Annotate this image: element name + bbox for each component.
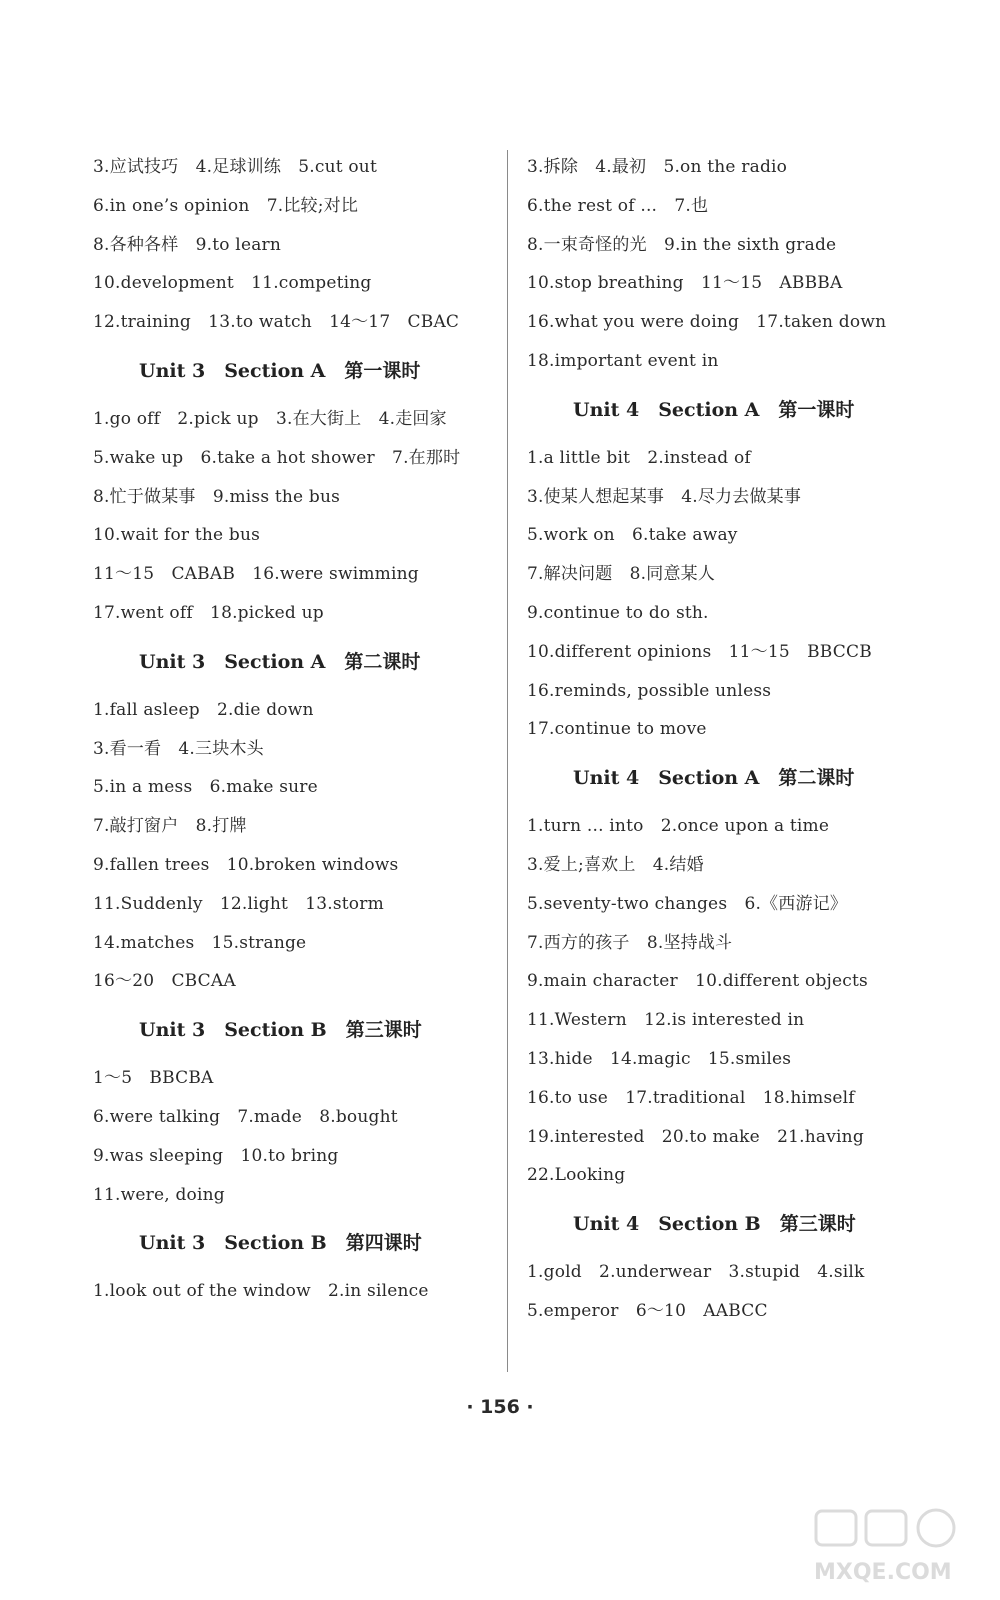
answer-line: 6.in one’s opinion 7.比较;对比 [93,195,359,216]
answer-line: 10.different opinions 11～15 BBCCB [527,641,872,662]
answer-line: 3.拆除 4.最初 5.on the radio [527,157,788,177]
answer-line: 3.看一看 4.三块木头 [93,738,264,759]
answer-line: 6.were talking 7.made 8.bought [93,1106,398,1127]
section-heading: Unit 3 Section A 第一课时 [139,359,421,382]
answer-line: 10.wait for the bus [93,525,261,546]
answer-line: 5.seventy-two changes 6.《西游记》 [527,893,848,914]
answer-line: 5.work on 6.take away [527,525,738,546]
answer-line: 1.look out of the window 2.in silence [93,1281,429,1302]
answer-line: 19.interested 20.to make 21.having [527,1126,864,1147]
answer-line: 3.应试技巧 4.足球训练 5.cut out [93,157,377,177]
watermark-text: MXQE.COM [814,1560,952,1585]
page-number: · 156 · [466,1396,534,1418]
answer-line: 22.Looking [527,1165,626,1186]
right-column [527,148,927,1331]
answer-line: 10.stop breathing 11～15 ABBBA [527,273,843,294]
answer-line: 18.important event in [527,350,719,371]
section-heading: Unit 4 Section B 第三课时 [573,1213,856,1236]
answer-line: 9.continue to do sth. [527,602,709,623]
section-heading: Unit 3 Section A 第二课时 [139,650,421,673]
answer-line: 11～15 CABAB 16.were swimming [93,564,419,585]
answer-line: 10.development 11.competing [93,273,372,294]
watermark-logo [808,1505,988,1590]
answer-line: 1.gold 2.underwear 3.stupid 4.silk [527,1262,865,1283]
answer-line: 7.西方的孩子 8.坚持战斗 [527,932,733,953]
answer-line: 8.各种各样 9.to learn [93,234,282,255]
answer-line: 11.Suddenly 12.light 13.storm [93,893,384,914]
answer-line: 1.go off 2.pick up 3.在大街上 4.走回家 [93,408,447,429]
answer-line: 14.matches 15.strange [93,932,307,953]
answer-line: 16.what you were doing 17.taken down [527,312,887,333]
answer-line: 12.training 13.to watch 14～17 CBAC [93,312,460,333]
answer-line: 16.to use 17.traditional 18.himself [527,1087,855,1108]
answer-line: 5.wake up 6.take a hot shower 7.在那时 [93,447,461,468]
section-heading: Unit 3 Section B 第三课时 [139,1019,422,1042]
left-column [93,148,488,1311]
answer-line: 3.爱上;喜欢上 4.结婚 [527,854,704,875]
column-divider [507,150,508,1372]
answer-line: 1.fall asleep 2.die down [93,699,314,720]
answer-line: 9.was sleeping 10.to bring [93,1145,339,1166]
answer-line: 8.忙于做某事 9.miss the bus [93,486,341,507]
answer-line: 1.turn ... into 2.once upon a time [527,816,830,837]
answer-line: 3.使某人想起某事 4.尽力去做某事 [527,486,802,507]
answer-line: 9.fallen trees 10.broken windows [93,854,399,875]
answer-line: 9.main character 10.different objects [527,971,868,992]
answer-line: 6.the rest of ... 7.也 [527,195,709,216]
answer-line: 17.went off 18.picked up [93,602,324,623]
section-heading: Unit 3 Section B 第四课时 [139,1232,422,1255]
answer-line: 8.一束奇怪的光 9.in the sixth grade [527,234,837,255]
answer-line: 5.emperor 6～10 AABCC [527,1300,768,1321]
answer-line: 1～5 BBCBA [93,1068,214,1089]
answer-line: 16～20 CBCAA [93,971,236,992]
answer-line: 17.continue to move [527,719,707,740]
answer-line: 7.解决问题 8.同意某人 [527,564,716,585]
answer-line: 11.Western 12.is interested in [527,1010,805,1031]
section-heading: Unit 4 Section A 第二课时 [573,767,855,790]
answer-line: 13.hide 14.magic 15.smiles [527,1048,792,1069]
answer-line: 1.a little bit 2.instead of [527,447,751,468]
section-heading: Unit 4 Section A 第一课时 [573,398,855,421]
answer-line: 16.reminds, possible unless [527,680,772,701]
answer-line: 5.in a mess 6.make sure [93,777,318,798]
answer-line: 7.敲打窗户 8.打牌 [93,816,247,837]
answer-line: 11.were, doing [93,1184,225,1205]
